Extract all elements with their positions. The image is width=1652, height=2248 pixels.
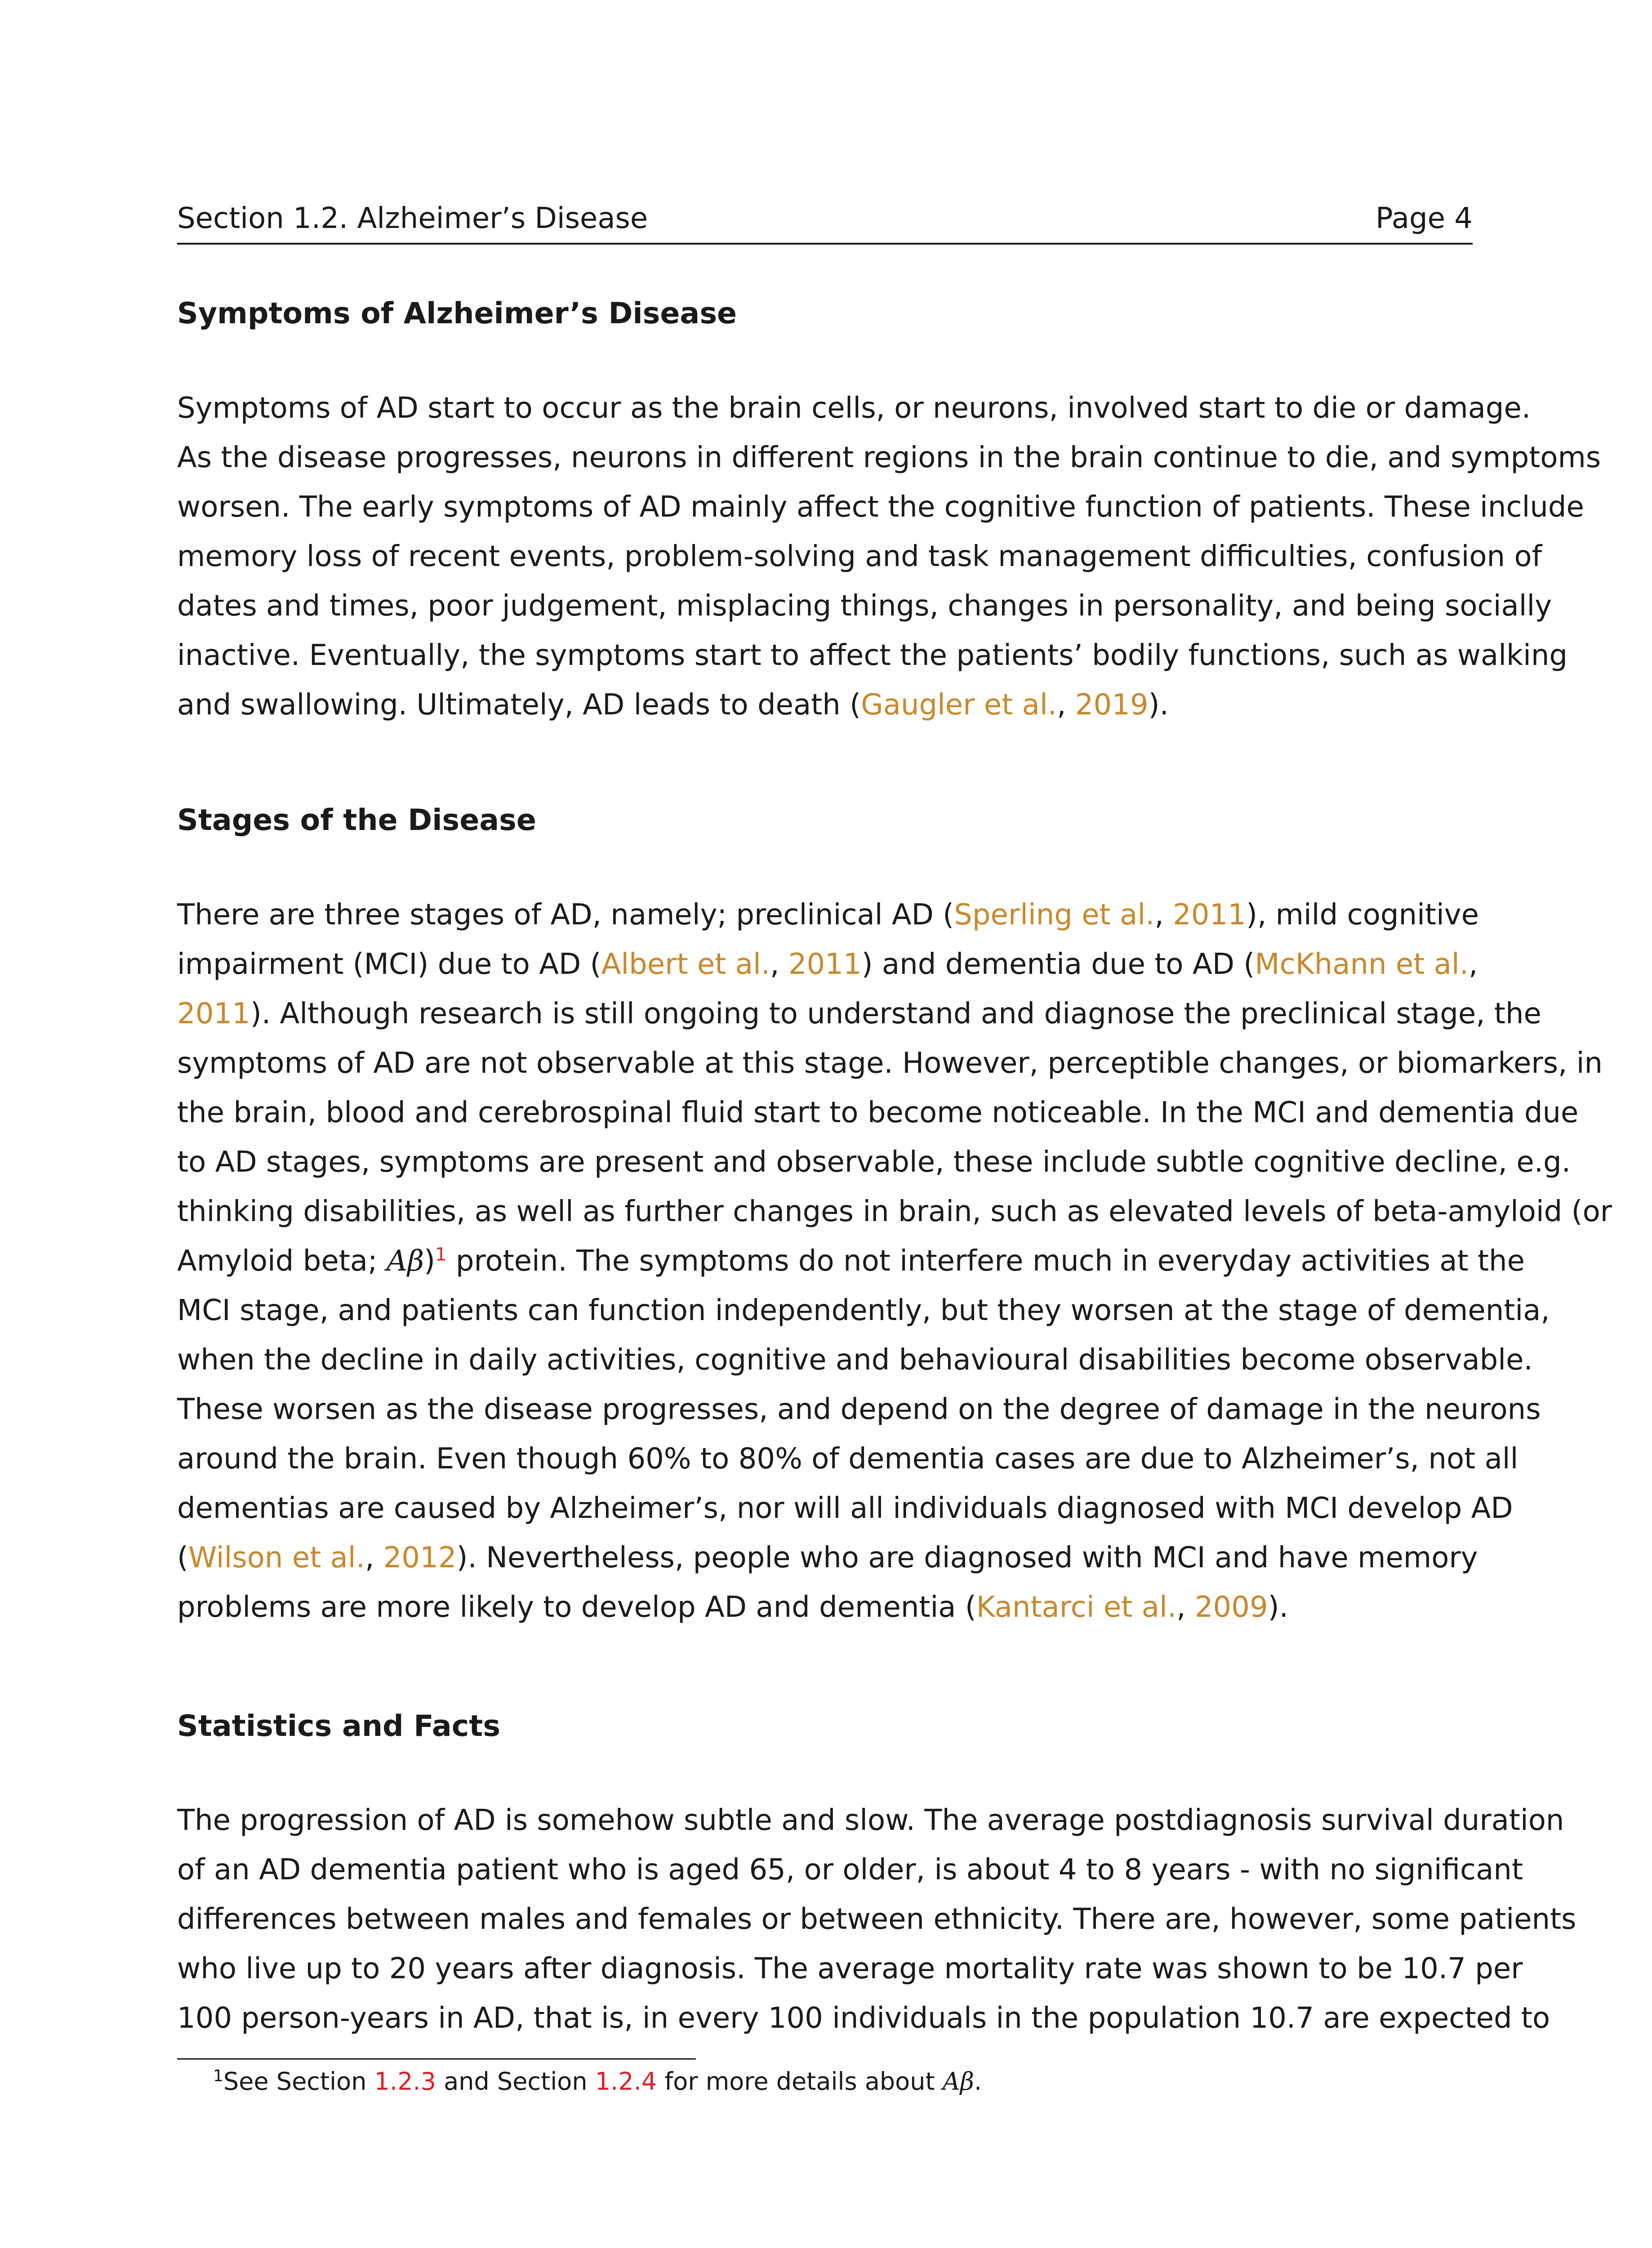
citation-link-author[interactable]: Gaugler et al.	[861, 688, 1057, 722]
citation-link-author[interactable]: Albert et al.	[601, 948, 770, 981]
text-line: memory loss of recent events, problem-solving and task management difficulties, confusion of	[177, 540, 1542, 573]
text-fragment: See Section	[223, 2067, 374, 2096]
citation-link-year[interactable]: 2009	[1194, 1591, 1268, 1624]
text-line: problems are more likely to develop AD and dementia (Kantarci et al., 2009).	[177, 1591, 1288, 1624]
text-line: dates and times, poor judgement, misplacing things, changes in personality, and being socially	[177, 589, 1552, 623]
text-line: Amyloid beta; Aβ)$^1$ protein. The symptoms do not interfere much in everyday activities at the	[177, 1244, 1525, 1278]
text-line: symptoms of AD are not observable at this stage. However, perceptible changes, or biomarkers, in	[177, 1047, 1603, 1080]
citation-link-year[interactable]: 2012	[383, 1541, 457, 1574]
citation-link-year[interactable]: 2011	[177, 997, 250, 1030]
text-fragment: and swallowing. Ultimately, AD leads to death (	[177, 688, 861, 722]
header-section-title: Section 1.2. Alzheimer’s Disease	[177, 202, 648, 235]
text-line: differences between males and females or between ethnicity. There are, however, some patients	[177, 1903, 1576, 1936]
text-line: and swallowing. Ultimately, AD leads to death (Gaugler et al., 2019).	[177, 688, 1169, 722]
heading-symptoms: Symptoms of Alzheimer’s Disease	[177, 297, 737, 330]
text-line: These worsen as the disease progresses, and depend on the degree of damage in the neurons	[177, 1393, 1541, 1426]
paragraph-stages	[177, 890, 1612, 1632]
text-fragment: .	[974, 2067, 982, 2096]
text-fragment: There are three stages of AD, namely; preclinical AD (	[177, 898, 954, 932]
footnote-number: 1	[213, 2067, 223, 2085]
citation-link-author[interactable]: McKhann et al.	[1255, 948, 1469, 981]
citation-link-year[interactable]: 2019	[1075, 688, 1149, 722]
text-line: Symptoms of AD start to occur as the brain cells, or neurons, involved start to die or damage.	[177, 392, 1531, 425]
citation-link-year[interactable]: 2011	[788, 948, 862, 981]
text-line: dementias are caused by Alzheimer’s, nor will all individuals diagnosed with MCI develop AD	[177, 1492, 1513, 1525]
text-line: of an AD dementia patient who is aged 65, or older, is about 4 to 8 years - with no significant	[177, 1853, 1523, 1887]
footnote	[213, 2061, 982, 2102]
text-line: when the decline in daily activities, cognitive and behavioural disabilities become observable.	[177, 1343, 1533, 1377]
text-fragment: for more details about	[657, 2067, 943, 2096]
text-line: who live up to 20 years after diagnosis. The average mortality rate was shown to be 10.7 per	[177, 1952, 1523, 1985]
math-abeta: Aβ	[386, 1244, 424, 1278]
citation-link-author[interactable]: Kantarci et al.	[976, 1591, 1177, 1624]
footnote-marker-link[interactable]: 1	[435, 1244, 447, 1265]
text-line	[177, 989, 1541, 1039]
text-line: worsen. The early symptoms of AD mainly affect the cognitive function of patients. These include	[177, 491, 1584, 524]
text-fragment: ), mild cognitive	[1246, 898, 1479, 932]
paragraph-symptoms	[177, 384, 1601, 730]
text-fragment: impairment (MCI) due to AD (	[177, 948, 601, 981]
text-line: around the brain. Even though 60% to 80% of dementia cases are due to Alzheimer’s, not all	[177, 1442, 1518, 1476]
text-line: MCI stage, and patients can function independently, but they worsen at the stage of dementia,	[177, 1294, 1550, 1327]
footnote-separator	[177, 2058, 696, 2060]
text-line: The progression of AD is somehow subtle and slow. The average postdiagnosis survival duration	[177, 1804, 1564, 1837]
header-page-number: Page 4	[1376, 202, 1473, 235]
text-line: 100 person-years in AD, that is, in every 100 individuals in the population 10.7 are expected to	[177, 2002, 1550, 2035]
heading-statistics: Statistics and Facts	[177, 1709, 501, 1743]
running-header	[177, 193, 1473, 245]
text-line: inactive. Eventually, the symptoms start to affect the patients’ bodily functions, such as walking	[177, 639, 1568, 672]
text-line: the brain, blood and cerebrospinal fluid start to become noticeable. In the MCI and dementia due	[177, 1096, 1579, 1129]
citation-link-author[interactable]: Sperling et al.	[954, 898, 1155, 932]
text-fragment: ). Nevertheless, people who are diagnosed with MCI and have memory	[456, 1541, 1478, 1574]
section-ref-link[interactable]: 1.2.4	[595, 2067, 657, 2096]
text-fragment: ). Although research is still ongoing to understand and diagnose the preclinical stage, the	[250, 997, 1541, 1030]
text-line: There are three stages of AD, namely; preclinical AD (Sperling et al., 2011), mild cognitive	[177, 898, 1479, 932]
paragraph-statistics	[177, 1796, 1576, 2043]
text-fragment: and Section	[436, 2067, 595, 2096]
text-line: As the disease progresses, neurons in different regions in the brain continue to die, and symptoms	[177, 441, 1601, 474]
text-fragment: protein. The symptoms do not interfere much in everyday activities at the	[446, 1244, 1525, 1278]
heading-stages: Stages of the Disease	[177, 803, 536, 837]
citation-link-author[interactable]: Wilson et al.	[188, 1541, 365, 1574]
text-line: (Wilson et al., 2012). Nevertheless, people who are diagnosed with MCI and have memory	[177, 1541, 1478, 1574]
text-line: impairment (MCI) due to AD (Albert et al., 2011) and dementia due to AD (McKhann et al.,	[177, 948, 1478, 981]
text-line: thinking disabilities, as well as further changes in brain, such as elevated levels of beta-amyloid (or	[177, 1195, 1612, 1228]
math-abeta: Aβ	[942, 2067, 975, 2096]
text-fragment: Amyloid beta;	[177, 1244, 387, 1278]
section-ref-link[interactable]: 1.2.3	[374, 2067, 436, 2096]
citation-link-year[interactable]: 2011	[1173, 898, 1246, 932]
text-line: to AD stages, symptoms are present and observable, these include subtle cognitive decline, e.g.	[177, 1146, 1571, 1179]
text-fragment: ) and dementia due to AD (	[861, 948, 1255, 981]
text-fragment: problems are more likely to develop AD and dementia (	[177, 1591, 976, 1624]
